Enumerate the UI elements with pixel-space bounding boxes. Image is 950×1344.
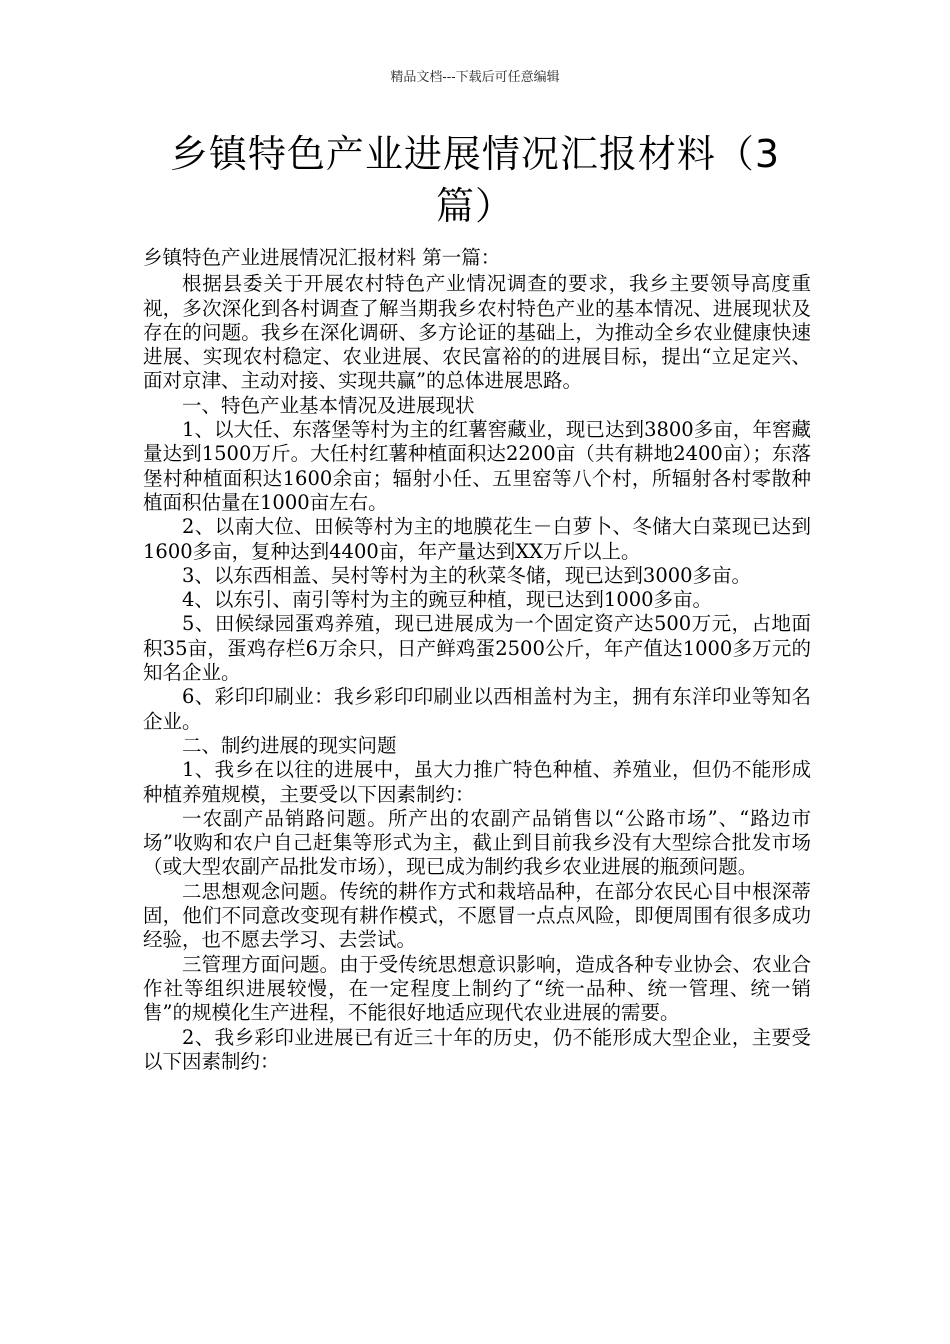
paragraph: 2、以南大位、田候等村为主的地膜花生－白萝卜、冬储大白菜现已达到1600多亩，复种达到4400亩，年产量达到XX万斤以上。 [143, 515, 811, 563]
paragraph: 一农副产品销路问题。所产出的农副产品销售以“公路市场”、“路边市场”收购和农户自己赶集等形式为主，截止到目前我乡没有大型综合批发市场（或大型农副产品批发市场），现已成为制约我乡农业进展的瓶颈问题。 [143, 806, 811, 879]
section-heading: 一、特色产业基本情况及进展现状 [182, 393, 475, 417]
paragraph: 二思想观念问题。传统的耕作方式和栽培品种，在部分农民心目中根深蒂固，他们不同意改变现有耕作模式，不愿冒一点点风险，即便周围有很多成功经验，也不愿去学习、去尝试。 [143, 879, 811, 952]
paragraph: 1、我乡在以往的进展中，虽大力推广特色种植、养殖业，但仍不能形成种植养殖规模，主要受以下因素制约： [143, 758, 811, 806]
paragraph: 2、我乡彩印业进展已有近三十年的历史，仍不能形成大型企业，主要受以下因素制约： [143, 1025, 811, 1073]
paragraph: 3、以东西相盖、吴村等村为主的秋菜冬储，现已达到3000多亩。 [182, 563, 752, 587]
section-heading: 二、制约进展的现实问题 [182, 733, 397, 757]
paragraph: 三管理方面问题。由于受传统思想意识影响，造成各种专业协会、农业合作社等组织进展较慢，在一定程度上制约了“统一品种、统一管理、统一销售”的规模化生产进程，不能很好地适应现代农业进展的需要。 [143, 952, 811, 1025]
paragraph: 6、彩印印刷业：我乡彩印印刷业以西相盖村为主，拥有东洋印业等知名企业。 [143, 685, 811, 733]
paragraph: 4、以东引、南引等村为主的豌豆种植，现已达到1000多亩。 [182, 588, 713, 612]
paragraph: 根据县委关于开展农村特色产业情况调查的要求，我乡主要领导高度重视，多次深化到各村调查了解当期我乡农村特色产业的基本情况、进展现状及存在的问题。我乡在深化调研、多方论证的基础上，为推动全乡农业健康快速进展、实现农村稳定、农业进展、农民富裕的的进展目标，提出“立足定兴、面对京津、主动对接、实现共赢”的总体进展思路。 [143, 272, 811, 393]
page-header: 精品文档---下载后可任意编辑 [390, 70, 560, 85]
document-body [143, 246, 811, 1074]
paragraph: 5、田候绿园蛋鸡养殖，现已进展成为一个固定资产达500万元，占地面积35亩，蛋鸡存栏6万余只，日产鲜鸡蛋2500公斤，年产值达1000多万元的知名企业。 [143, 612, 811, 685]
paragraph: 1、以大任、东落堡等村为主的红薯窖藏业，现已达到3800多亩，年窖藏量达到1500万斤。大任村红薯种植面积达2200亩（共有耕地2400亩）；东落堡村种植面积达1600余亩；辐射小任、五里窑等八个村，所辐射各村零散种植面积估量在1000亩左右。 [143, 418, 811, 514]
section-heading: 乡镇特色产业进展情况汇报材料 第一篇： [143, 246, 501, 269]
document-title: 乡镇特色产业进展情况汇报材料（3篇） [169, 132, 781, 228]
